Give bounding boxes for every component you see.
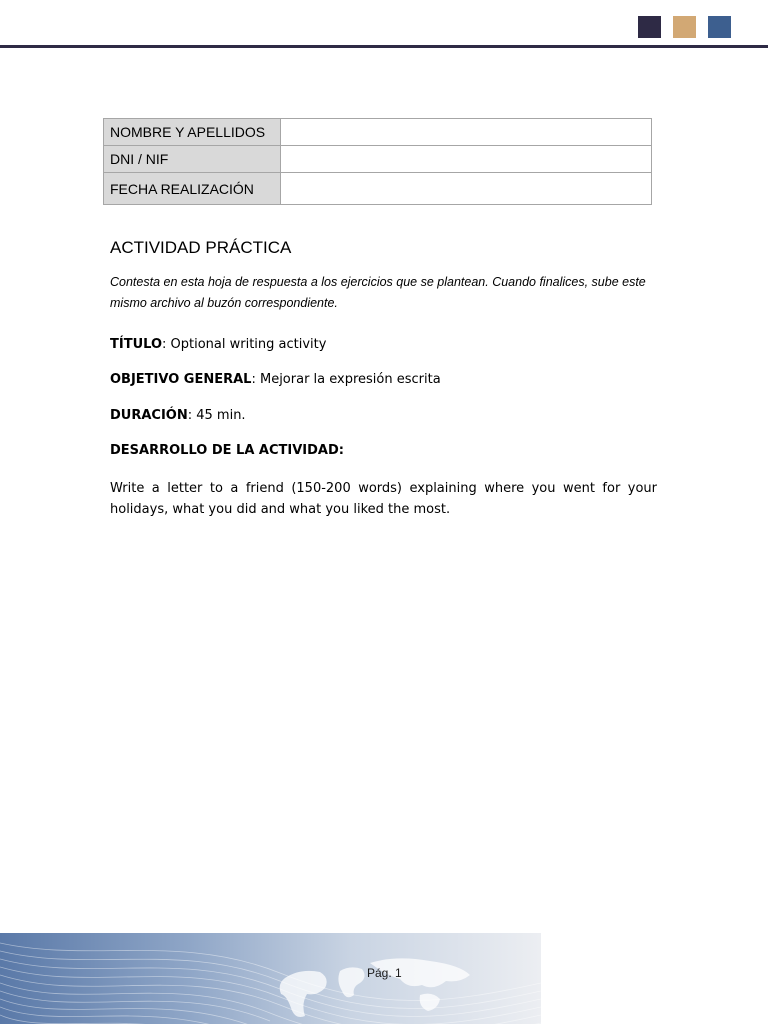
field-duracion (110, 407, 246, 425)
task-text: Write a letter to a friend (150-200 words) explaining where you went for your holidays, what you did and what you liked the most. (110, 481, 657, 517)
field-label: DESARROLLO DE LA ACTIVIDAD (110, 443, 339, 458)
table-row (104, 146, 652, 173)
instructions-text: Contesta en esta hoja de respuesta a los ejercicios que se plantean. Cuando finalices, sube este mismo archivo al buzón correspondiente. (110, 275, 646, 310)
header-square-dark (638, 16, 661, 38)
date-label: FECHA REALIZACIÓN (104, 173, 281, 205)
dni-field[interactable] (281, 146, 652, 173)
field-label: OBJETIVO GENERAL (110, 372, 252, 387)
section-title: ACTIVIDAD PRÁCTICA (110, 238, 292, 257)
field-value: : 45 min. (187, 408, 246, 423)
student-info-table (103, 118, 652, 205)
name-field[interactable] (281, 119, 652, 146)
field-value: : (338, 443, 344, 458)
field-label: DURACIÓN (110, 408, 188, 423)
date-field[interactable] (281, 173, 652, 205)
field-objetivo (110, 371, 441, 389)
name-label: NOMBRE Y APELLIDOS (104, 119, 281, 146)
table-row (104, 173, 652, 205)
footer-banner (0, 933, 541, 1024)
page-number: Pág. 1 (367, 966, 402, 980)
wave-lines-graphic (0, 933, 541, 1024)
field-value: : Optional writing activity (162, 337, 327, 352)
dni-label: DNI / NIF (104, 146, 281, 173)
field-label: TÍTULO (110, 337, 162, 352)
field-desarrollo (110, 442, 344, 460)
header-square-tan (673, 16, 696, 38)
table-row (104, 119, 652, 146)
header-square-blue (708, 16, 731, 38)
header-rule (0, 45, 768, 48)
field-titulo (110, 336, 326, 354)
field-value: : Mejorar la expresión escrita (251, 372, 441, 387)
